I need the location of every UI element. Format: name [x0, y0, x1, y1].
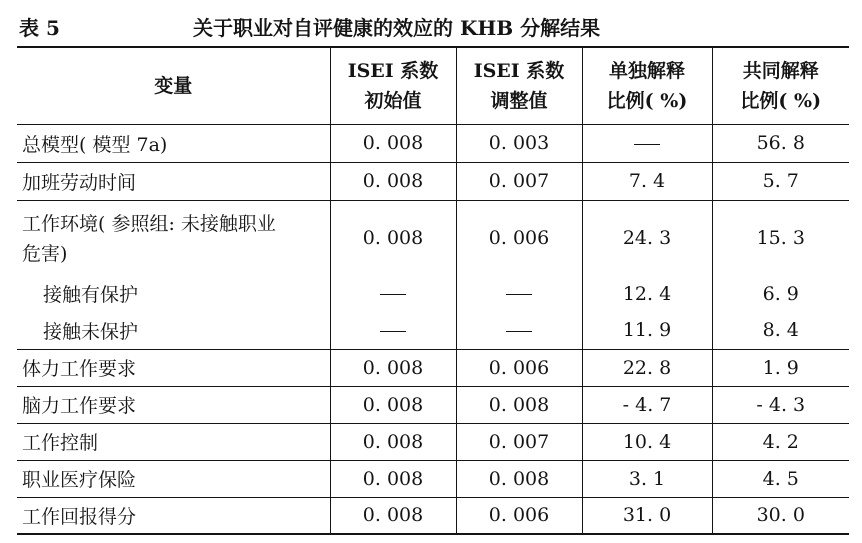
cell-isei-adjusted: [456, 275, 582, 312]
table-row: [17, 460, 849, 497]
cell-isei-adjusted: 0. 008: [456, 386, 582, 423]
cell-joint-share: 6. 9: [712, 275, 849, 312]
table-row: [17, 124, 849, 162]
table-label: 表 5: [19, 16, 60, 40]
header-joint-share: [712, 47, 849, 124]
cell-isei-adjusted: 0. 006: [456, 497, 582, 534]
row-label: 体力工作要求: [17, 349, 330, 386]
cell-isei-adjusted: 0. 007: [456, 423, 582, 460]
cell-separate-share: 7. 4: [582, 162, 712, 200]
cell-isei-adjusted: 0. 008: [456, 460, 582, 497]
cell-separate-share: 10. 4: [582, 423, 712, 460]
cell-separate-share: 22. 8: [582, 349, 712, 386]
header-line: 单独解释: [608, 59, 685, 82]
cell-joint-share: 30. 0: [712, 497, 849, 534]
cell-separate-share: - 4. 7: [582, 386, 712, 423]
cell-isei-initial: 0. 008: [330, 200, 456, 275]
table-row: [17, 386, 849, 423]
cell-separate-share: 12. 4: [582, 275, 712, 312]
header-isei-initial: [330, 47, 456, 124]
table-row: [17, 423, 849, 460]
header-line: 比例( %): [606, 89, 688, 112]
cell-joint-share: 8. 4: [712, 312, 849, 349]
cell-isei-adjusted: 0. 003: [456, 124, 582, 162]
table-row: [17, 162, 849, 200]
table-row: [17, 200, 849, 275]
cell-isei-initial: [330, 275, 456, 312]
cell-isei-adjusted: 0. 006: [456, 349, 582, 386]
header-line: 初始值: [364, 89, 422, 112]
em-dash: [506, 331, 532, 332]
cell-separate-share: 3. 1: [582, 460, 712, 497]
em-dash: [506, 294, 532, 295]
header-line: 比例( %): [740, 89, 822, 112]
cell-isei-initial: [330, 312, 456, 349]
row-label: 接触有保护: [43, 284, 139, 306]
header-isei-adjusted: [456, 47, 582, 124]
cell-isei-adjusted: 0. 007: [456, 162, 582, 200]
cell-isei-initial: 0. 008: [330, 124, 456, 162]
header-line: 调整值: [490, 89, 548, 112]
row-label: 加班劳动时间: [17, 162, 330, 200]
cell-joint-share: 56. 8: [712, 124, 849, 162]
cell-separate-share: [582, 124, 712, 162]
header-line: ISEI 系数: [347, 59, 439, 82]
cell-isei-adjusted: [456, 312, 582, 349]
table-row: [17, 312, 849, 349]
cell-joint-share: 4. 5: [712, 460, 849, 497]
em-dash: [380, 294, 406, 295]
table-body: [17, 124, 849, 534]
row-label-line: 工作环境( 参照组: 未接触职业: [22, 212, 276, 235]
header-line: ISEI 系数: [473, 59, 565, 82]
cell-separate-share: 31. 0: [582, 497, 712, 534]
cell-isei-initial: 0. 008: [330, 460, 456, 497]
row-label: 工作控制: [17, 423, 330, 460]
em-dash: [634, 144, 660, 145]
cell-isei-adjusted: 0. 006: [456, 200, 582, 275]
header-variable: 变量: [154, 74, 193, 97]
table-header: [17, 47, 849, 124]
table-row: [17, 349, 849, 386]
header-line: 共同解释: [742, 59, 819, 82]
row-label: 总模型( 模型 7a): [17, 124, 330, 162]
table-row: [17, 275, 849, 312]
row-label: 工作回报得分: [17, 497, 330, 534]
khb-decomposition-table: [17, 46, 849, 535]
cell-joint-share: 15. 3: [712, 200, 849, 275]
cell-joint-share: 1. 9: [712, 349, 849, 386]
table-title: 关于职业对自评健康的效应的 KHB 分解结果: [193, 16, 601, 40]
row-label: 脑力工作要求: [17, 386, 330, 423]
row-label: [17, 200, 330, 275]
cell-isei-initial: 0. 008: [330, 349, 456, 386]
row-label: 接触未保护: [17, 312, 330, 349]
cell-isei-initial: 0. 008: [330, 423, 456, 460]
cell-separate-share: 11. 9: [582, 312, 712, 349]
cell-isei-initial: 0. 008: [330, 162, 456, 200]
table-caption: [19, 8, 849, 40]
row-label: 职业医疗保险: [17, 460, 330, 497]
cell-isei-initial: 0. 008: [330, 497, 456, 534]
cell-joint-share: - 4. 3: [712, 386, 849, 423]
header-separate-share: [582, 47, 712, 124]
cell-joint-share: 5. 7: [712, 162, 849, 200]
cell-joint-share: 4. 2: [712, 423, 849, 460]
table-row: [17, 497, 849, 534]
cell-isei-initial: 0. 008: [330, 386, 456, 423]
row-label-line: 危害): [22, 242, 68, 265]
cell-separate-share: 24. 3: [582, 200, 712, 275]
em-dash: [380, 331, 406, 332]
